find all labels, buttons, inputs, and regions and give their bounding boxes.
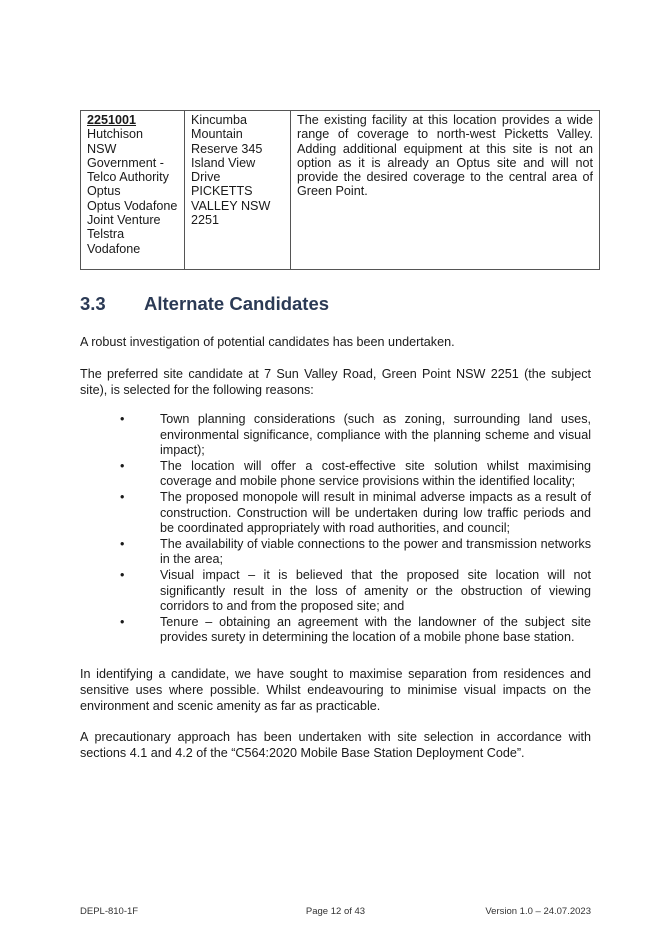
carrier-line: Vodafone xyxy=(87,241,141,256)
address-line: PICKETTS xyxy=(191,184,253,199)
bullet-icon: • xyxy=(120,567,125,582)
list-item: • The proposed monopole will result in minimal adverse impacts as a result of construction. Construction will be undertaken during low traffic periods and be coordinated appropriately with road authorities, and council; xyxy=(120,489,591,536)
address-line: Island View Drive xyxy=(191,155,256,185)
precautionary-paragraph: A precautionary approach has been undertaken with site selection in accordance with sections 4.1 and 4.2 of the “C564:2020 Mobile Base Station Deployment Code”. xyxy=(80,730,591,761)
address-line: Kincumba xyxy=(191,113,248,127)
address-line: Reserve 345 xyxy=(191,141,263,156)
document-code: DEPL-810-1F xyxy=(80,906,139,917)
carrier-line: NSW xyxy=(87,141,117,156)
candidate-table xyxy=(80,110,600,270)
section-number: 3.3 xyxy=(80,293,106,314)
bullet-icon: • xyxy=(120,489,125,504)
address-cell xyxy=(185,111,291,270)
reasons-list xyxy=(80,412,591,646)
bullet-icon: • xyxy=(120,412,125,426)
preferred-site-paragraph: The preferred site candidate at 7 Sun Valley Road, Green Point NSW 2251 (the subject site), is selected for the following reasons: xyxy=(80,367,591,398)
carrier-line: Hutchison xyxy=(87,127,144,142)
carrier-line: Telco Authority xyxy=(87,170,169,185)
page-number: Page 12 of 43 xyxy=(305,906,366,917)
address-line: 2251 xyxy=(191,213,220,228)
bullet-icon: • xyxy=(120,536,125,551)
carrier-line: Government - xyxy=(87,155,164,170)
carrier-line: Telstra xyxy=(87,227,125,242)
carrier-line: Joint Venture xyxy=(87,213,161,228)
description-cell: The existing facility at this location provides a wide range of coverage to north-west Picketts Valley. Adding additional equipment at this site is not an option as it is already an Optus site and will not provide the desired coverage to the central area of Green Point. xyxy=(291,111,600,270)
list-item: • The location will offer a cost-effective site solution whilst maximising coverage and mobile phone service provisions within the identified locality; xyxy=(120,458,591,489)
carrier-line: Optus xyxy=(87,184,121,199)
list-item: • Town planning considerations (such as zoning, surrounding land uses, environmental significance, compliance with the planning scheme and visual impact); xyxy=(120,412,591,458)
version-label: Version 1.0 – 24.07.2023 xyxy=(485,906,591,917)
list-item: • Tenure – obtaining an agreement with the landowner of the subject site provides surety in determining the location of a mobile phone base station. xyxy=(120,614,591,645)
list-item: • Visual impact – it is believed that the proposed site location will not significantly result in the loss of amenity or the obstruction of viewing corridors to and from the proposed site; and xyxy=(120,567,591,614)
address-line: VALLEY NSW xyxy=(191,198,271,213)
table-row xyxy=(81,111,600,270)
separation-paragraph: In identifying a candidate, we have sought to maximise separation from residences and sensitive uses where possible. Whilst endeavouring to minimise visual impacts on the environment and scenic amenity as far as practicable. xyxy=(80,667,591,714)
address-line: Mountain xyxy=(191,127,243,142)
intro-paragraph: A robust investigation of potential candidates has been undertaken. xyxy=(80,335,455,349)
section-heading xyxy=(80,293,329,315)
section-title: Alternate Candidates xyxy=(144,293,330,314)
carriers-cell xyxy=(81,111,185,270)
bullet-icon: • xyxy=(120,614,125,629)
list-item: • The availability of viable connections to the power and transmission networks in the area; xyxy=(120,536,591,567)
carrier-line: Optus Vodafone xyxy=(87,198,178,213)
bullet-icon: • xyxy=(120,458,125,473)
site-id: 2251001 xyxy=(87,113,137,127)
